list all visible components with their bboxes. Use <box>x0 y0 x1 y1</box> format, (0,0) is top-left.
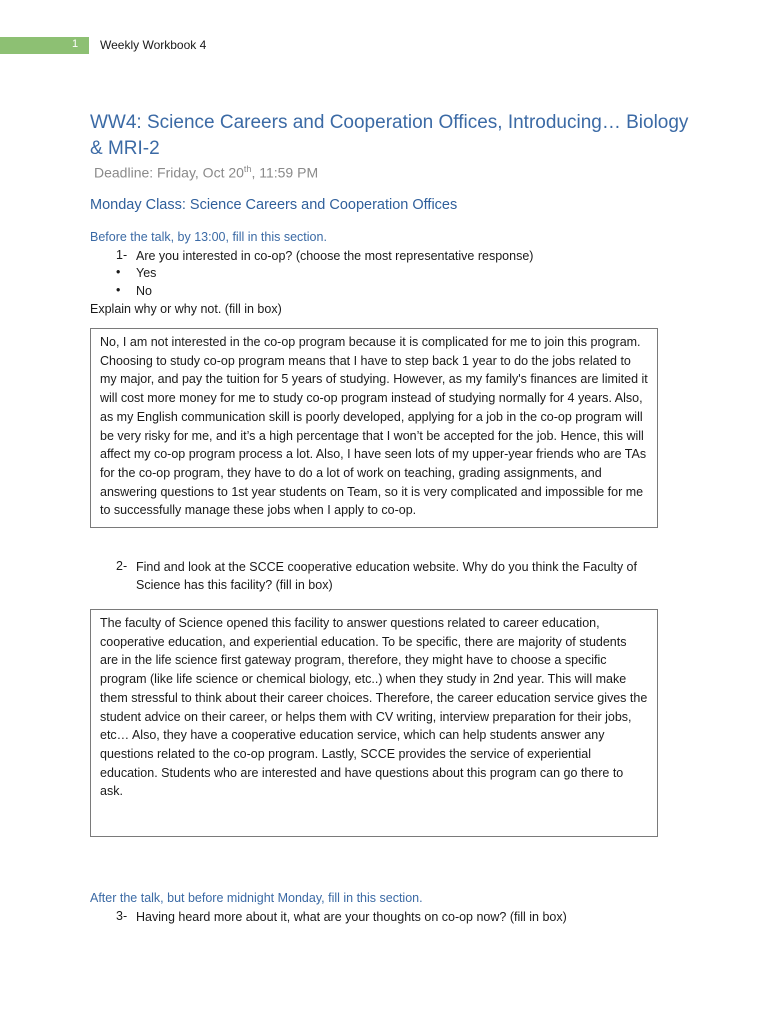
deadline <box>94 164 318 181</box>
page-number: 1 <box>72 38 79 50</box>
option-yes: Yes <box>136 266 157 280</box>
question-2-text-line-2: Science has this facility? (fill in box) <box>136 578 333 592</box>
question-1-text: Are you interested in co-op? (choose the most representative response) <box>136 249 534 263</box>
bullet-no: • <box>116 283 121 297</box>
question-3-text: Having heard more about it, what are your thoughts on co-op now? (fill in box) <box>136 910 567 924</box>
option-no: No <box>136 284 152 298</box>
bullet-yes: • <box>116 265 121 279</box>
before-talk-label: Before the talk, by 13:00, fill in this section. <box>90 230 327 244</box>
answer-box-2[interactable]: The faculty of Science opened this facility to answer questions related to career education, cooperative education, and experiential education. To be specific, there are majority of students are in the life science first gateway program, therefore, they might have to choose a specific program (like life science or chemical biology, etc..) when they study in 2nd year. This will make them stressful to think about their career choices. Therefore, the career education service gives the student advice on their career, or helps them with CV writing, interview preparation for their jobs, etc… Also, they have a cooperative education service, which can help students answer any questions related to the co-op program. Lastly, SCCE provides the service of experiential education. Students who are interested and have questions about this program can go there to ask. <box>90 609 658 837</box>
question-1-number: 1- <box>116 248 128 262</box>
monday-class-heading: Monday Class: Science Careers and Cooperation Offices <box>90 197 458 213</box>
deadline-time: , 11:59 PM <box>251 164 319 181</box>
question-1-explain: Explain why or why not. (fill in box) <box>90 302 282 316</box>
question-2-text-line-1: Find and look at the SCCE cooperative education website. Why do you think the Faculty of <box>136 560 637 574</box>
question-2-number: 2- <box>116 559 128 573</box>
document-title: WW4: Science Careers and Cooperation Offices, Introducing… Biology & MRI-2 <box>90 112 689 159</box>
running-header-title: Weekly Workbook 4 <box>100 38 207 52</box>
deadline-date: Deadline: Friday, Oct 20 <box>94 164 244 181</box>
question-3-number: 3- <box>116 909 128 923</box>
answer-box-1[interactable]: No, I am not interested in the co-op program because it is complicated for me to join this program. Choosing to study co-op program means that I have to step back 1 year to do the jobs related to my major, and pay the tuition for 5 years of studying. However, as my family's finances are limited it will cost more money for me to study co-op program instead of studying normally for 4 years. Also, as my English communication skill is poorly developed, applying for a job in the co-op program will be very risky for me, and it’s a high percentage that I won’t be accepted for the job. Hence, this will affect my co-op program process a lot. Also, I have seen lots of my upper-year friends who are TAs for the co-op program, they have to do a lot of work on teaching, grading assignments, and answering questions to 1st year students on Team, so it is very complicated and impossible for me to successfully manage these jobs when I apply to co-op. <box>90 328 658 528</box>
after-talk-label: After the talk, but before midnight Monday, fill in this section. <box>90 891 423 905</box>
deadline-ordinal: th <box>243 164 252 174</box>
